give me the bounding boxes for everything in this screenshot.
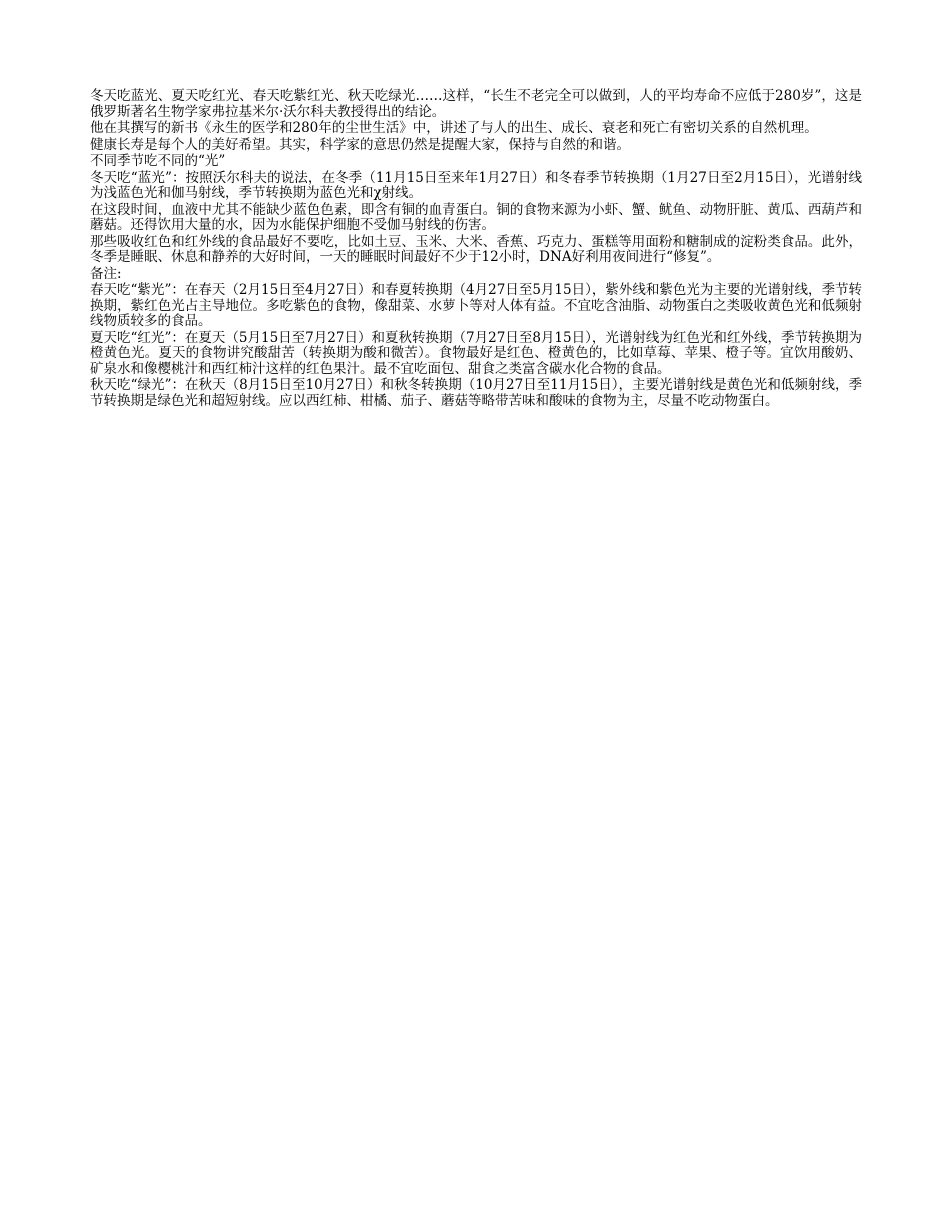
document-body <box>90 89 862 410</box>
intro-paragraph: 冬天吃蓝光、夏天吃红光、春天吃紫红光、秋天吃绿光……这样，“长生不老完全可以做到，人的平均寿命不应低于280岁”，这是俄罗斯著名生物学家弗拉基米尔·沃尔科夫教授得出的结论。 <box>90 88 862 120</box>
health-paragraph: 健康长寿是每个人的美好希望。其实，科学家的意思仍然是提醒大家，保持与自然的和谐。 <box>90 136 630 153</box>
winter-paragraph: 冬天吃“蓝光”：按照沃尔科夫的说法，在冬季（11月15日至来年1月27日）和冬春季节转换期（1月27日至2月15日），光谱射线为浅蓝色光和伽马射线，季节转换期为蓝色光和χ射线。 <box>90 169 862 201</box>
book-paragraph: 他在其撰写的新书《永生的医学和280年的尘世生活》中，讲述了与人的出生、成长、衰老和死亡有密切关系的自然机理。 <box>90 120 818 136</box>
autumn-paragraph: 秋天吃“绿光”：在秋天（8月15日至10月27日）和秋冬转换期（10月27日至11月15日），主要光谱射线是黄色光和低频射线，季节转换期是绿色光和超短射线。应以西红柿、柑橘、茄子、蘑菇等略带苦味和酸味的食物为主，尽量不吃动物蛋白。 <box>90 377 862 409</box>
summer-paragraph: 夏天吃“红光”：在夏天（5月15日至7月27日）和夏秋转换期（7月27日至8月15日），光谱射线为红色光和红外线，季节转换期为橙黄色光。夏天的食物讲究酸甜苦（转换期为酸和微苦）。食物最好是红色、橙黄色的，比如草莓、苹果、橙子等。宜饮用酸奶、矿泉水和像樱桃汁和西红柿汁这样的红色果汁。最不宜吃面包、甜食之类富含碳水化合物的食品。 <box>90 329 862 377</box>
spring-paragraph: 春天吃“紫光”：在春天（2月15日至4月27日）和春夏转换期（4月27日至5月15日），紫外线和紫色光为主要的光谱射线，季节转换期，紫红色光占主导地位。多吃紫色的食物，像甜菜、水萝卜等对人体有益。不宜吃含油脂、动物蛋白之类吸收黄色光和低频射线物质较多的食品。 <box>90 282 862 329</box>
section-heading: 不同季节吃不同的“光” <box>90 153 226 169</box>
winter-avoid-paragraph: 那些吸收红色和红外线的食品最好不要吃，比如土豆、玉米、大米、香蕉、巧克力、蛋糕等用面粉和糖制成的淀粉类食品。此外，冬季是睡眠、休息和静养的大好时间，一天的睡眠时间最好不少于12小时，DNA好利用夜间进行“修复”。 <box>90 233 862 265</box>
winter-food-paragraph: 在这段时间，血液中尤其不能缺少蓝色色素，即含有铜的血青蛋白。铜的食物来源为小虾、蟹、鱿鱼、动物肝脏、黄瓜、西葫芦和蘑菇。还得饮用大量的水，因为水能保护细胞不受伽马射线的伤害。 <box>90 201 862 233</box>
note-label: 备注: <box>90 265 122 282</box>
